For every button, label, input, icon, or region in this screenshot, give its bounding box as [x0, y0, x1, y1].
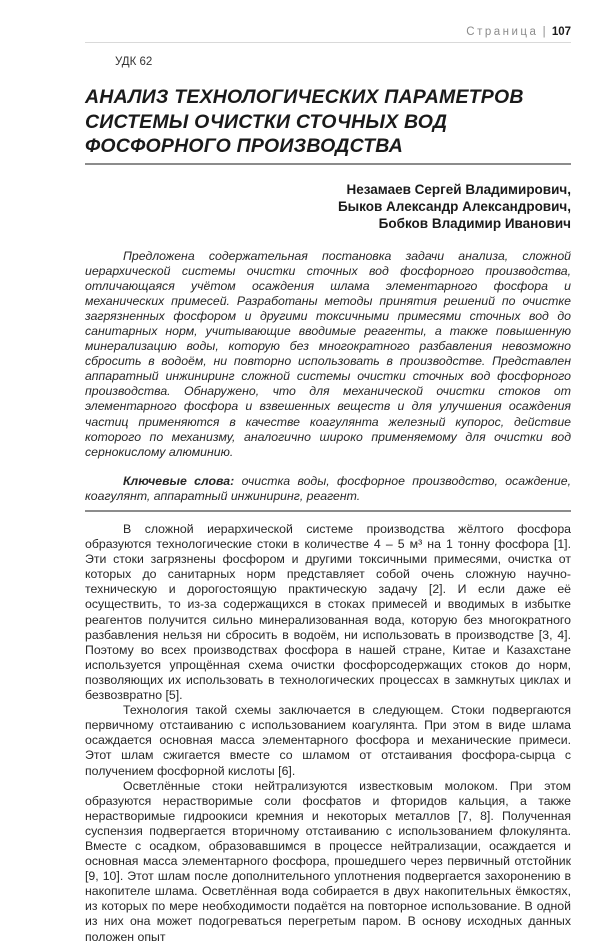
article-title: АНАЛИЗ ТЕХНОЛОГИЧЕСКИХ ПАРАМЕТРОВ СИСТЕМЫ ОЧИСТКИ СТОЧНЫХ ВОД ФОСФОРНОГО ПРОИЗВОДСТВА — [85, 85, 571, 165]
abstract-text: Предложена содержательная постановка задачи анализа, сложной иерархической системы очистки сточных вод фосфорного производства, отличающаяся учётом осаждения шлама элементарного фосфора и механических примесей. Разработаны методы принятия решений по очистке загрязненных фосфором и другими токсичными примесями сточных вод до санитарных норм, учитывающие вводимые реагенты, а также повышенную минерализацию воды, которую без многократного разбавления невозможно сбросить в водоём, ни повторно использовать в производстве. Представлен аппаратный инжиниринг сложной системы очистки сточных вод фосфорного производства. Обнаружено, что для механической очистки стоков от элементарного фосфора и взвешенных веществ и для улучшения осаждения частиц применяются в качестве коагулянта железный купорос, действие которого по механизму, аналогично широко применяемому для очистки вод сернокислому алюминию. — [85, 248, 571, 459]
body-paragraph: В сложной иерархической системе производства жёлтого фосфора образуются технологические стоки в количестве 4 – 5 м³ на 1 тонну фосфора [1]. Эти стоки загрязнены фосфором и другими токсичными примесями, очистка от которых до санитарных норм представляет собой очень сложную научно-техническую и дорогостоящую практическую задачу [2]. И если даже её осуществить, то из-за содержащихся в стоках примесей и вводимых в избытке реагентов получится сильно минерализованная вода, которую без многократного разбавления нельзя ни сбросить в водоём, ни использовать в производстве [3, 4]. Поэтому во всех производствах фосфора в нашей стране, Китае и Казахстане используется упрощённая схема очистки фосфорсодержащих стоков до норм, позволяющих их использовать в технологических процессах в замкнутых циклах и безвозвратно [5]. — [85, 522, 571, 703]
keywords-text: очистка воды, фосфорное производство, осаждение, коагулянт, аппаратный инжиниринг, реагент. — [85, 473, 571, 503]
authors-block — [85, 181, 571, 232]
page-content — [85, 0, 571, 945]
running-header — [85, 0, 571, 43]
author-name: Бобков Владимир Иванович — [378, 215, 571, 231]
body-paragraph: Технология такой схемы заключается в следующем. Стоки подвергаются первичному отстаиванию с использованием коагулянта. При этом в виде шлама осаждается основная масса элементарного фосфора и механические примеси. Этот шлам сжигается вместе со шламом от отстаивания фосфора-сырца с получением фосфорной кислоты [6]. — [85, 703, 571, 778]
page-label: Страница — [466, 26, 539, 38]
author-name: Незамаев Сергей Владимирович, — [346, 181, 571, 197]
keywords-label: Ключевые слова: — [123, 473, 235, 488]
udc-code: УДК 62 — [115, 56, 153, 68]
body-paragraph: Осветлённые стоки нейтрализуются известковым молоком. При этом образуются нерастворимые соли фосфатов и фторидов кальция, а также нерастворимые гидроокиси кремния и некоторых металлов [7, 8]. Полученная суспензия подвергается вторичному отстаиванию с использованием флокулянта. Вместе с осадком, образовавшимся в процессе нейтрализации, осаждается и основная масса элементарного фосфора, прошедшего через первичный отстойник [9, 10]. Этот шлам после дополнительного уплотнения подвергается захоронению в накопителе шлама. Осветлённая вода собирается в двух накопительных ёмкостях, из которых по мере необходимости подаётся на повторное использование. В одной из них она может подогреваться перегретым паром. В основу исходных данных положен опыт — [85, 778, 571, 944]
author-name: Быков Александр Александрович, — [337, 198, 571, 214]
page-number: 107 — [551, 26, 571, 38]
body-text — [85, 522, 571, 945]
page-separator: | — [542, 26, 546, 38]
keywords-block — [85, 474, 571, 512]
